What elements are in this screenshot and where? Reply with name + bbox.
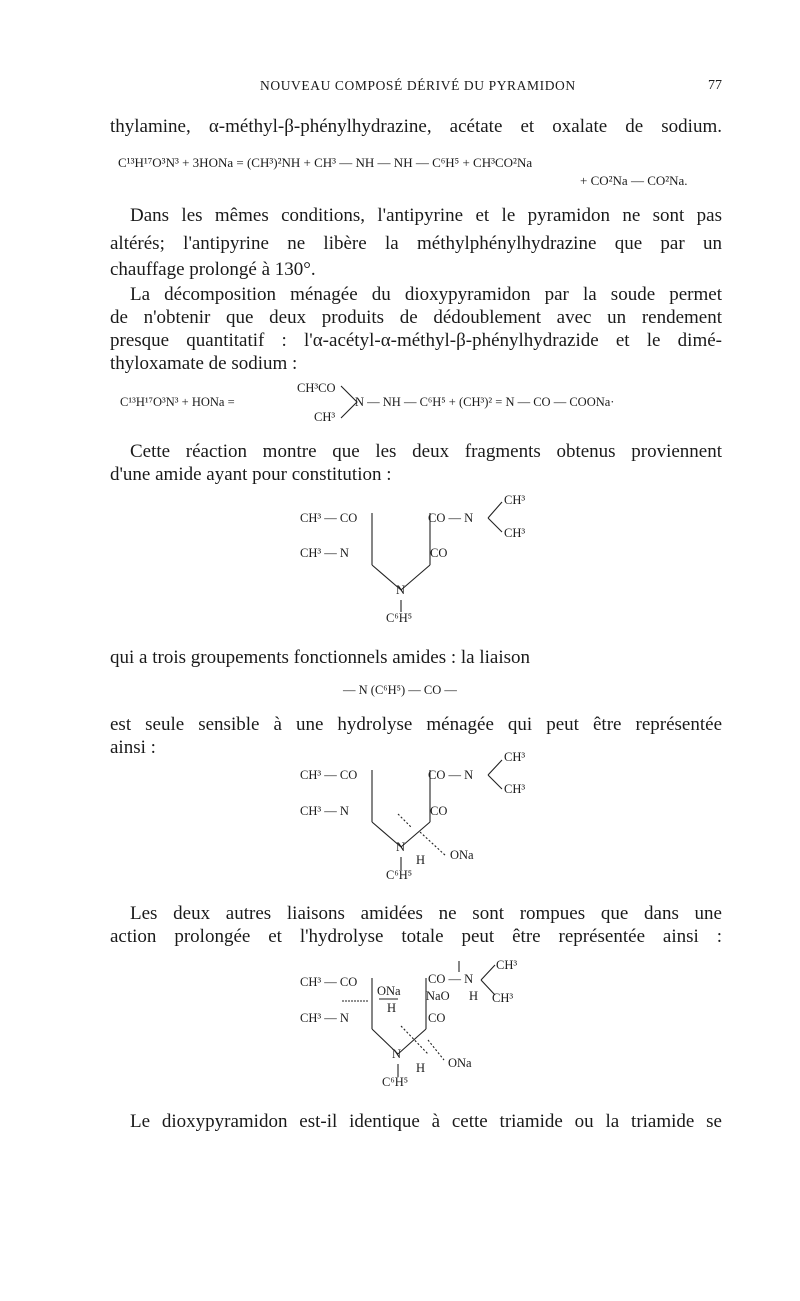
structure-label: C⁶H⁵ [386,611,413,625]
text-line: thylamine, α-méthyl-β-phénylhydrazine, acétate et oxalate de sodium. [110,116,722,137]
structure-label: CH³ [504,782,526,796]
structure-label: H [387,1001,397,1015]
page-number: 77 [708,78,722,93]
structure-label: CO [428,1011,446,1025]
structure-label: CH³ [504,493,526,507]
equation-line: + CO²Na — CO²Na. [580,173,688,188]
structure-label: CO — N [428,768,474,782]
equation-top-group: CH³CO [297,381,336,395]
structure-label: CH³ — N [300,546,349,560]
text-line: Cette réaction montre que les deux fragments obtenus proviennent [130,441,722,462]
text-line: Les deux autres liaisons amidées ne sont rompues que dans une [130,903,722,924]
structure-label: H [416,1061,426,1075]
structure-label: CH³ — N [300,804,349,818]
text-line: altérés; l'antipyrine ne libère la méthylphénylhydrazine que par un [110,233,722,254]
structure-label: ONa [377,984,401,998]
text-line: presque quantitatif : l'α-acétyl-α-méthyl-β-phénylhydrazide et le dimé- [110,330,722,351]
structure-label: CO [430,546,448,560]
structure-label: C⁶H⁵ [382,1075,409,1089]
structure-label: CO — N [428,511,474,525]
structure-label: ONa [448,1056,472,1070]
structure-label: C⁶H⁵ [386,868,413,882]
structure-label: H [416,853,426,867]
text-line: La décomposition ménagée du dioxypyramidon par la soude permet [130,284,722,305]
text-line: thyloxamate de sodium : [110,353,298,374]
structure-label: CO [430,804,448,818]
text-line: qui a trois groupements fonctionnels amides : la liaison [110,647,531,668]
header-title: NOUVEAU COMPOSÉ DÉRIVÉ DU PYRAMIDON [260,78,576,93]
structure-label: CH³ — CO [300,511,358,525]
structure-label: CH³ [504,526,526,540]
structure-label: CH³ [496,958,518,972]
structure-label: ONa [450,848,474,862]
equation-line: C¹³H¹⁷O³N³ + 3HONa = (CH³)²NH + CH³ — NH — NH — C⁶H⁵ + CH³CO²Na [118,155,533,170]
structure-label: H [469,989,479,1003]
text-line: chauffage prolongé à 130°. [110,259,316,280]
text-line: ainsi : [110,737,156,758]
equation-bottom-group: CH³ [314,410,336,424]
structure-label: CH³ — N [300,1011,349,1025]
structure-label: N [392,1047,402,1061]
structure-label: N [396,583,406,597]
structure-label: CO — N [428,972,474,986]
text-line: d'une amide ayant pour constitution : [110,464,392,485]
equation-left: C¹³H¹⁷O³N³ + HONa = [120,395,235,409]
text-line: est seule sensible à une hydrolyse ménagée qui peut être représentée [110,714,722,735]
text-line: Dans les mêmes conditions, l'antipyrine et le pyramidon ne sont pas [130,205,722,226]
equation-right: N — NH — C⁶H⁵ + (CH³)² = N — CO — COONa· [355,395,615,409]
structure-label: CH³ [492,991,514,1005]
structure-label: N [396,840,406,854]
formula-line: — N (C⁶H⁵) — CO — [343,683,457,697]
text-line: de n'obtenir que deux produits de dédoublement avec un rendement [110,307,722,328]
text-line: action prolongée et l'hydrolyse totale peut être représentée ainsi : [110,926,722,947]
structure-label: CH³ — CO [300,768,358,782]
text-line: Le dioxypyramidon est-il identique à cette triamide ou la triamide se [130,1111,722,1132]
structure-label: CH³ [504,750,526,764]
structure-label: NaO [426,989,450,1003]
structure-label: CH³ — CO [300,975,358,989]
